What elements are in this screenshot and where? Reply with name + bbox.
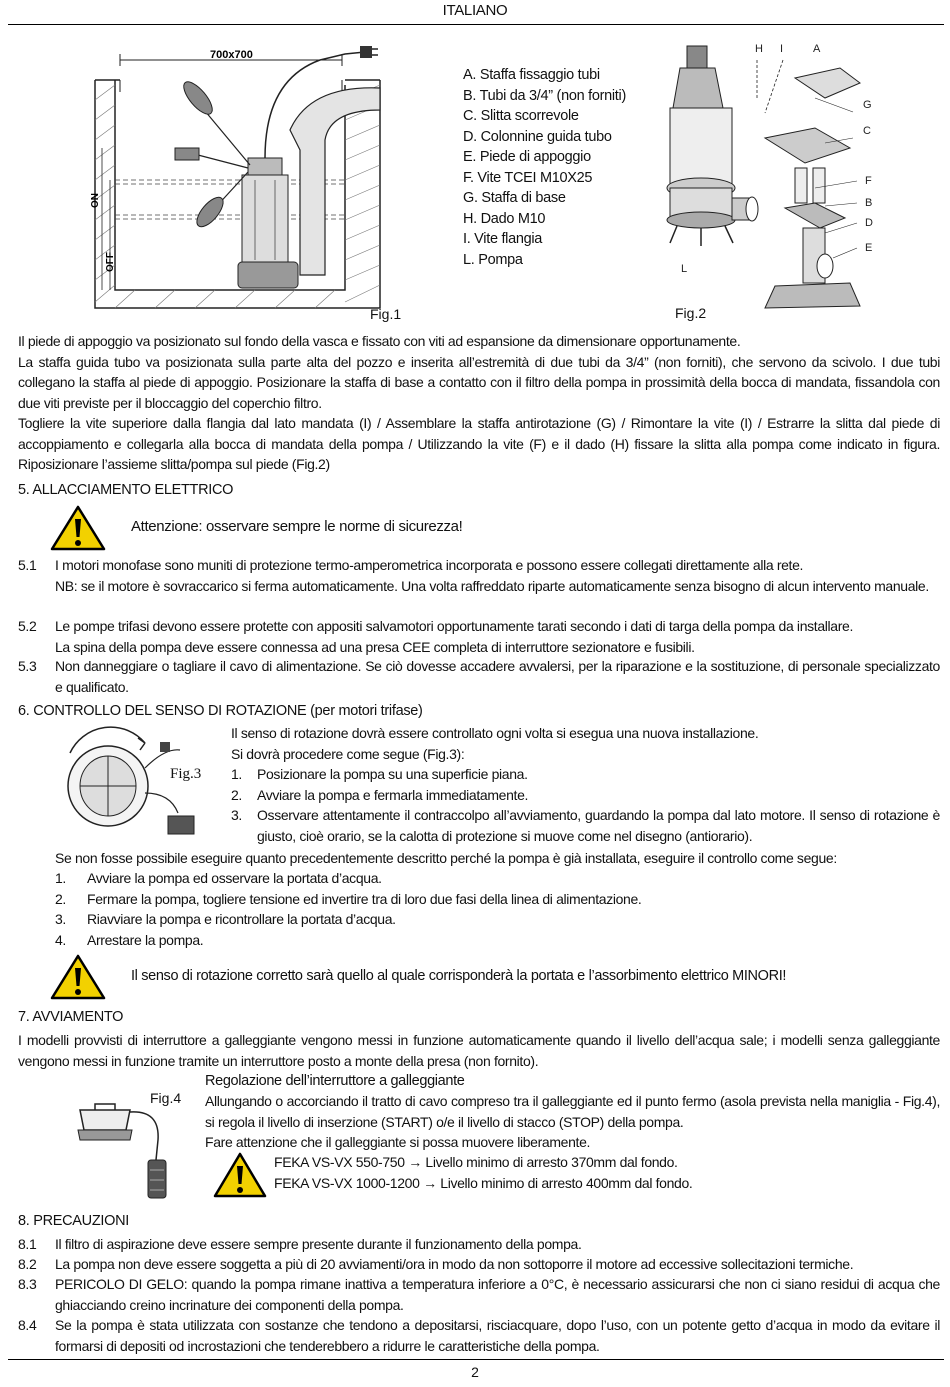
parts-legend [463, 65, 626, 270]
header-rule [8, 24, 944, 25]
item-5-3 [18, 656, 940, 698]
section-6-steps [231, 764, 940, 846]
item-number: 5.2 [18, 618, 37, 634]
item-text: Non danneggiare o tagliare il cavo di alimentazione. Se ciò dovesse accadere avvalersi, per la riparazione e la sostituzione, di personale specializzato e qualificato. [55, 658, 940, 695]
section-6-warning: Il senso di rotazione corretto sarà quello al quale corrisponderà la portata e l’assorbimento elettrico MINORI! [131, 968, 787, 984]
alt-step-item: 1. Avviare la pompa ed osservare la portata d’acqua. [55, 870, 382, 886]
step-item: 1. Posizionare la pompa su una superficie piana. [231, 766, 528, 782]
alt-step-item: 2. Fermare la pompa, togliere tensione ed invertire tra di loro due fasi della linea di alimentazione. [55, 890, 642, 907]
page-header-language: ITALIANO [442, 2, 508, 19]
fig2-letter-b: B [865, 197, 873, 209]
item-text: Il filtro di aspirazione deve essere sempre presente durante il funzionamento della pompa. [55, 1236, 582, 1252]
section-8-title: 8. PRECAUZIONI [18, 1213, 130, 1229]
step-item: 2. Avviare la pompa e fermarla immediatamente. [231, 786, 529, 803]
section-7-text: I modelli provvisti di interruttore a galleggiante vengono messi in funzione automaticamente quando il livello dell’acqua sale; i modelli senza galleggiante vengono messi in funzione tramite un interruttore posto a monte della presa (non fornito). [18, 1032, 940, 1069]
install-text [18, 331, 940, 475]
item-text: La pompa non deve essere soggetta a più di 20 avviamenti/ora in modo da non sottoporre il motore ad eccessive sollecitazioni termiche. [55, 1256, 854, 1272]
s6-line-1: Il senso di rotazione dovrà essere controllato ogni volta si esegua una nuova installazione. [231, 725, 759, 741]
section-6-alt-intro: Se non fosse possibile eseguire quanto precedentemente descritto perché la pompa è già installata, eseguire il controllo come segue: [55, 850, 837, 866]
float-switch-text [205, 1091, 940, 1153]
legend-item: I. Vite flangia [463, 231, 543, 247]
fig2-letter-h: H [755, 43, 763, 55]
section-7-title: 7. AVVIAMENTO [18, 1009, 124, 1025]
page-number: 2 [471, 1364, 479, 1380]
fig2-letter-i: I [780, 43, 784, 55]
fig1-well-diagram [80, 40, 400, 320]
legend-item: E. Piede di appoggio [463, 149, 591, 165]
fig4-float-switch-diagram [70, 1100, 185, 1200]
alt-step-item: 3. Riavviare la pompa e ricontrollare la portata d’acqua. [55, 911, 396, 927]
fig1-dimension: 700x700 [210, 49, 253, 61]
fig4-label: Fig.4 [150, 1090, 182, 1106]
stop-level-item: FEKA VS-VX 1000-1200 → Livello minimo di arresto 400mm dal fondo. [274, 1174, 693, 1191]
section-6-intro [231, 723, 940, 764]
item-number: 8.3 [18, 1276, 37, 1292]
fig1-level-off: OFF [105, 252, 116, 272]
item-5-1 [18, 555, 940, 617]
item-number: 8.2 [18, 1256, 37, 1272]
item-text: I motori monofase sono muniti di protezione termo-amperometrica incorporata e possono essere collegati direttamente alla rete. [55, 557, 804, 573]
intro-paragraph-2: La staffa guida tubo va posizionata sulla parte alta del pozzo e inserita all’estremità di due tubi da 3/4” (non forniti), che servono da scivolo. I due tubi collegano la staffa al piede di appoggio. Posizionare la staffa di base a contatto con il filtro della pompa in prossimità della bocca di mandata, fissandola con due viti previste per il bloccaggio del coperchio filtro. [18, 353, 940, 411]
fig1-label: Fig.1 [370, 306, 402, 322]
float-switch-paragraph: Allungando o accorciando il tratto di cavo compreso tra il galleggiante ed il punto fermo (asola prevista nella maniglia - Fig.4), si regola il livello di inserzione (START) o/e il livello di stacco (STOP) della pompa. [205, 1093, 940, 1130]
footer-rule [8, 1359, 944, 1360]
fig2-letter-l: L [681, 263, 688, 275]
item-number: 8.4 [18, 1317, 37, 1333]
item-note: La spina della pompa deve essere connessa ad una presa CEE completa di interruttore sezionatore e fusibili. [55, 638, 695, 655]
item-text: PERICOLO DI GELO: quando la pompa rimane inattiva a temperatura inferiore a 0°C, è necessario assicurarsi che non ci siano residui di acqua che ghiacciando creino incrinature dei componenti della pompa. [55, 1276, 940, 1313]
legend-item: H. Dado M10 [463, 210, 546, 227]
fig2-letter-e: E [865, 242, 873, 254]
legend-item: C. Slitta scorrevole [463, 108, 579, 124]
fig2-letter-f: F [865, 175, 872, 187]
legend-item: D. Colonnine guida tubo [463, 128, 612, 145]
section-6-title: 6. CONTROLLO DEL SENSO DI ROTAZIONE (per motori trifase) [18, 703, 423, 719]
alt-step-item: 4. Arrestare la pompa. [55, 931, 204, 948]
section-6-alt-steps [55, 868, 940, 950]
s6-line-2: Si dovrà procedere come segue (Fig.3): [231, 745, 465, 762]
fig2-label: Fig.2 [675, 305, 707, 321]
step-item: 3. Osservare attentamente il contraccolpo all’avviamento, guardando la pompa dal lato motore. Il senso di rotazione è giusto, cioè orario, se la calotta di protezione si muove come nel disegno (antiorario). [231, 807, 940, 844]
fig3-label: Fig.3 [170, 766, 202, 782]
legend-item: G. Staffa di base [463, 190, 566, 206]
stop-level-item: FEKA VS-VX 550-750 → Livello minimo di arresto 370mm dal fondo. [274, 1154, 678, 1170]
item-5-2 [18, 616, 940, 658]
fig2-letter-c: C [863, 125, 871, 137]
legend-item: B. Tubi da 3/4” (non forniti) [463, 87, 626, 104]
intro-paragraph-3: Togliere la vite superiore dalla flangia dal lato mandata (I) / Assemblare la staffa antirotazione (G) / Rimontare la vite (I) / Estrarre la slitta dal piede di accoppiamento e collegarla alla bocca di mandata della pompa / Utilizzando la vite (F) e il dado (H) fissare la slitta alla pompa come indicato in figura. Riposizionare l’assieme slitta/pompa sul piede (Fig.2) [18, 415, 940, 472]
warning-icon [213, 1152, 267, 1198]
fig2-exploded-diagram [665, 38, 885, 318]
legend-item: A. Staffa fissaggio tubi [463, 67, 600, 83]
legend-item: F. Vite TCEI M10X25 [463, 169, 593, 186]
item-text: Le pompe trifasi devono essere protette con appositi salvamotori opportunamente tarati secondo i dati di targa della pompa da installare. [55, 618, 853, 634]
float-switch-note: Fare attenzione che il galleggiante si possa muovere liberamente. [205, 1134, 591, 1150]
fig2-letter-d: D [865, 217, 873, 229]
warning-icon [50, 954, 106, 1000]
intro-paragraph-1: Il piede di appoggio va posizionato sul fondo della vasca e fissato con viti ad espansione da dimensionare opportunamente. [18, 333, 741, 349]
item-number: 8.1 [18, 1236, 37, 1252]
item-number: 5.3 [18, 658, 37, 674]
warning-icon [50, 505, 106, 551]
item-number: 5.1 [18, 557, 37, 573]
fig3-rotation-diagram [60, 728, 200, 846]
fig2-letter-a: A [813, 43, 821, 55]
item-text: Se la pompa è stata utilizzata con sostanze che tendono a depositarsi, risciacquare, dopo l’uso, con un potente getto d’acqua in modo da evitare il formarsi di depositi od incrostazioni che tenderebbero a ridurre le caratteristiche della pompa. [55, 1317, 940, 1354]
stop-levels [274, 1152, 692, 1193]
fig1-level-on: ON [90, 193, 101, 208]
section-5-title: 5. ALLACCIAMENTO ELETTRICO [18, 482, 234, 498]
legend-item: L. Pompa [463, 251, 523, 268]
item-note: NB: se il motore è sovraccarico si ferma automaticamente. Una volta raffreddato riparte automaticamente senza bisogno di alcun intervento manuale. [55, 577, 929, 594]
section-5-warning: Attenzione: osservare sempre le norme di sicurezza! [131, 518, 463, 535]
float-switch-subtitle: Regolazione dell’interruttore a galleggiante [205, 1073, 465, 1089]
fig2-letter-g: G [863, 99, 872, 111]
